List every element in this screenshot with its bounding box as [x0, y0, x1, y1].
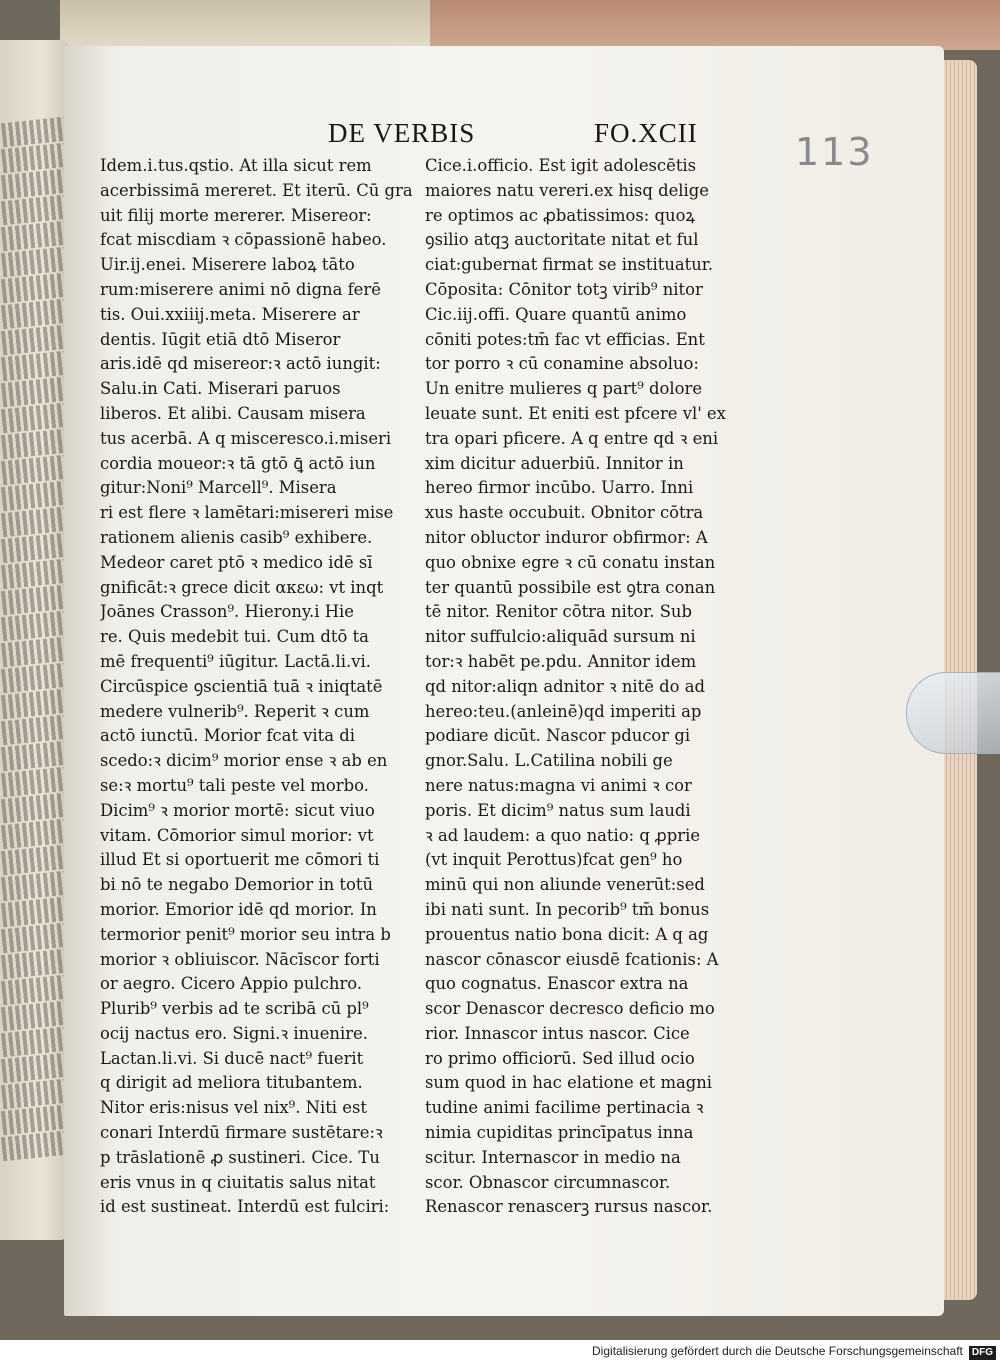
- text-line: tor porro ꝛ cū conamine absoluo:: [425, 354, 699, 374]
- text-line: ter quantū possibile est ꝯtra conan: [425, 577, 716, 597]
- text-line: Circūspice ꝯscientiā tuā ꝛ iniqtatē: [100, 676, 383, 696]
- text-line: scor. Obnascor circumnascor.: [425, 1172, 671, 1192]
- funding-notice: Digitalisierung gefördert durch die Deutsche Forschungsgemeinschaft: [592, 1344, 963, 1358]
- text-line: ro primo officiorū. Sed illud ocio: [425, 1048, 695, 1068]
- text-line: leuate sunt. Et eniti est pfcere vl' ex: [425, 403, 726, 423]
- text-line: Medeor caret ptō ꝛ medico idē sī: [100, 552, 373, 572]
- text-line: id est sustineat. Interdū est fulciri:: [100, 1197, 390, 1217]
- text-line: Renascor renascerꝫ rursus nascor.: [425, 1197, 713, 1217]
- text-line: rum:miserere animi nō digna ferē: [100, 279, 381, 299]
- text-line: acerbissimā mereret. Et iterū. Cū gra: [100, 180, 413, 200]
- text-line: liberos. Et alibi. Causam misera: [100, 403, 366, 423]
- text-line: vitam. Cōmorior simul morior: vt: [100, 825, 374, 845]
- text-line: rior. Innascor intus nascor. Cice: [425, 1023, 690, 1043]
- text-line: Joānes Crasson⁹. Hierony.i Hie: [100, 602, 354, 622]
- text-line: re. Quis medebit tui. Cum dtō ta: [100, 627, 369, 647]
- text-line: aris.idē qd misereor:ꝛ actō iungit:: [100, 354, 381, 374]
- text-line: fcat miscdiam ꝛ cōpassionē habeo.: [100, 230, 387, 250]
- text-line: nere natus:magna vi animi ꝛ cor: [425, 775, 692, 795]
- text-line: conari Interdū firmare sustētare:ꝛ: [100, 1123, 383, 1143]
- text-line: (vt inquit Perottus)fcat gen⁹ ho: [425, 850, 683, 870]
- text-column-left: [100, 154, 422, 1220]
- text-line: termorior penit⁹ morior seu intra b: [100, 924, 391, 944]
- text-line: actō iunctū. Morior fcat vita di: [100, 726, 355, 746]
- text-line: tudine animi facilime pertinacia ꝛ: [425, 1098, 704, 1118]
- text-line: tē nitor. Renitor cōtra nitor. Sub: [425, 602, 692, 622]
- text-line: tor:ꝛ habēt pe.pdu. Annitor idem: [425, 651, 697, 671]
- text-line: rationem alienis casib⁹ exhibere.: [100, 527, 373, 547]
- text-line: maiores natu vereri.ex hisq delige: [425, 180, 709, 200]
- text-line: prouentus natio bona dicit: A q ag: [425, 924, 709, 944]
- text-line: nitor suffulcio:aliquād sursum ni: [425, 627, 696, 647]
- text-line: morior. Emorior idē qd morior. In: [100, 899, 377, 919]
- footer-bar: [0, 1340, 1000, 1362]
- folio-number: FO.XCII: [594, 118, 698, 148]
- leather-cover: [430, 0, 1000, 50]
- text-line: poris. Et dicim⁹ natus sum laudi: [425, 800, 691, 820]
- text-line: quo cognatus. Enascor extra na: [425, 974, 689, 994]
- text-line: Plurib⁹ verbis ad te scribā cū pl⁹: [100, 999, 369, 1019]
- running-head: DE VERBIS: [328, 118, 476, 148]
- text-line: nimia cupiditas princīpatus inna: [425, 1123, 694, 1143]
- text-line: Cōposita: Cōnitor totꝫ virib⁹ nitor: [425, 279, 703, 299]
- text-line: Salu.in Cati. Miserari paruos: [100, 379, 341, 399]
- text-line: ꝯsilio atqꝫ auctoritate nitat et ful: [425, 230, 699, 250]
- text-line: xim dicitur aduerbiū. Innitor in: [425, 453, 684, 473]
- text-line: tis. Oui.xxiiij.meta. Miserere ar: [100, 304, 360, 324]
- text-line: illud Et si oportuerit me cōmori ti: [100, 850, 380, 870]
- text-line: cordia moueor:ꝛ tā gtō ꝗ̄ actō iun: [100, 453, 376, 473]
- text-line: uit filij morte mererer. Misereor:: [100, 205, 372, 225]
- text-line: gnor.Salu. L.Catilina nobili ge: [425, 751, 673, 771]
- text-line: hereo:teu.(anleinē)qd imperiti ap: [425, 701, 702, 721]
- pencil-folio-number: 113: [795, 130, 874, 174]
- text-line: gitur:Noni⁹ Marcell⁹. Misera: [100, 478, 337, 498]
- text-line: medere vulnerib⁹. Reperit ꝛ cum: [100, 701, 370, 721]
- text-line: scitur. Internascor in medio na: [425, 1147, 681, 1167]
- left-page-ghost-text: [2, 120, 66, 1160]
- text-line: tra opari pficere. A q entre qd ꝛ eni: [425, 428, 719, 448]
- text-line: or aegro. Cicero Appio pulchro.: [100, 974, 363, 994]
- text-line: bi nō te negabo Demorior in totū: [100, 875, 374, 895]
- text-line: ibi nati sunt. In pecorib⁹ tm̄ bonus: [425, 899, 710, 919]
- text-line: minū qui non aliunde venerūt:sed: [425, 875, 705, 895]
- left-page-fragment: [0, 40, 70, 1240]
- text-line: eris vnus in q ciuitatis salus nitat: [100, 1172, 376, 1192]
- text-line: podiare dicūt. Nascor pducor gi: [425, 726, 691, 746]
- text-line: sum quod in hac elatione et magni: [425, 1073, 713, 1093]
- text-line: quo obnixe egre ꝛ cū conatu instan: [425, 552, 716, 572]
- text-line: re optimos ac ꝓbatissimos: quoꝝ: [425, 205, 695, 225]
- text-line: Cice.i.officio. Est igit adolescētis: [425, 156, 697, 175]
- text-line: Lactan.li.vi. Si ducē nact⁹ fuerit: [100, 1048, 364, 1068]
- text-line: qd nitor:aliqn adnitor ꝛ nitē do ad: [425, 676, 705, 696]
- text-line: se:ꝛ mortu⁹ tali peste vel morbo.: [100, 775, 369, 795]
- text-line: scor Denascor decresco deficio mo: [425, 999, 715, 1019]
- text-line: ri est flere ꝛ lamētari:misereri mise: [100, 503, 394, 523]
- text-line: Nitor eris:nisus vel nix⁹. Niti est: [100, 1098, 367, 1118]
- text-line: Un enitre mulieres q part⁹ dolore: [425, 379, 703, 399]
- text-line: gnificāt:ꝛ grece dicit ακεω: vt inqt: [100, 577, 384, 597]
- text-line: Cic.iij.offi. Quare quantū animo: [425, 304, 687, 324]
- text-line: Idem.i.tus.qstio. At illa sicut rem: [100, 156, 372, 175]
- text-line: nascor cōnascor eiusdē fcationis: A: [425, 949, 719, 969]
- text-line: dentis. Iūgit etiā dtō Miseror: [100, 329, 341, 349]
- text-line: q dirigit ad meliora titubantem.: [100, 1073, 363, 1093]
- text-line: ciat:gubernat firmat se instituatur.: [425, 255, 714, 275]
- text-line: ꝛ ad laudem: a quo natio: q ꝓprie: [425, 825, 701, 845]
- text-column-right: [425, 154, 747, 1220]
- text-line: morior ꝛ obliuiscor. Nācīscor forti: [100, 949, 380, 969]
- text-line: scedo:ꝛ dicim⁹ morior ense ꝛ ab en: [100, 751, 388, 771]
- text-line: ocij nactus ero. Signi.ꝛ inuenire.: [100, 1023, 368, 1043]
- text-line: Dicim⁹ ꝛ morior mortē: sicut viuo: [100, 800, 375, 820]
- text-line: xus haste occubuit. Obnitor cōtra: [425, 503, 704, 523]
- text-line: p trāslationē ꝓ sustineri. Cice. Tu: [100, 1147, 380, 1167]
- page-clip: [906, 672, 1000, 754]
- text-line: tus acerbā. A q misceresco.i.miseri: [100, 428, 392, 448]
- text-line: cōniti potes:tm̄ fac vt efficias. Ent: [425, 329, 705, 349]
- text-line: mē frequenti⁹ iūgitur. Lactā.li.vi.: [100, 651, 371, 671]
- dfg-logo: DFG: [969, 1346, 996, 1360]
- text-line: Uir.ij.enei. Miserere laboꝝ tāto: [100, 255, 355, 275]
- text-line: hereo firmor incūbo. Uarro. Inni: [425, 478, 694, 498]
- text-line: nitor obluctor induror obfirmor: A: [425, 527, 708, 547]
